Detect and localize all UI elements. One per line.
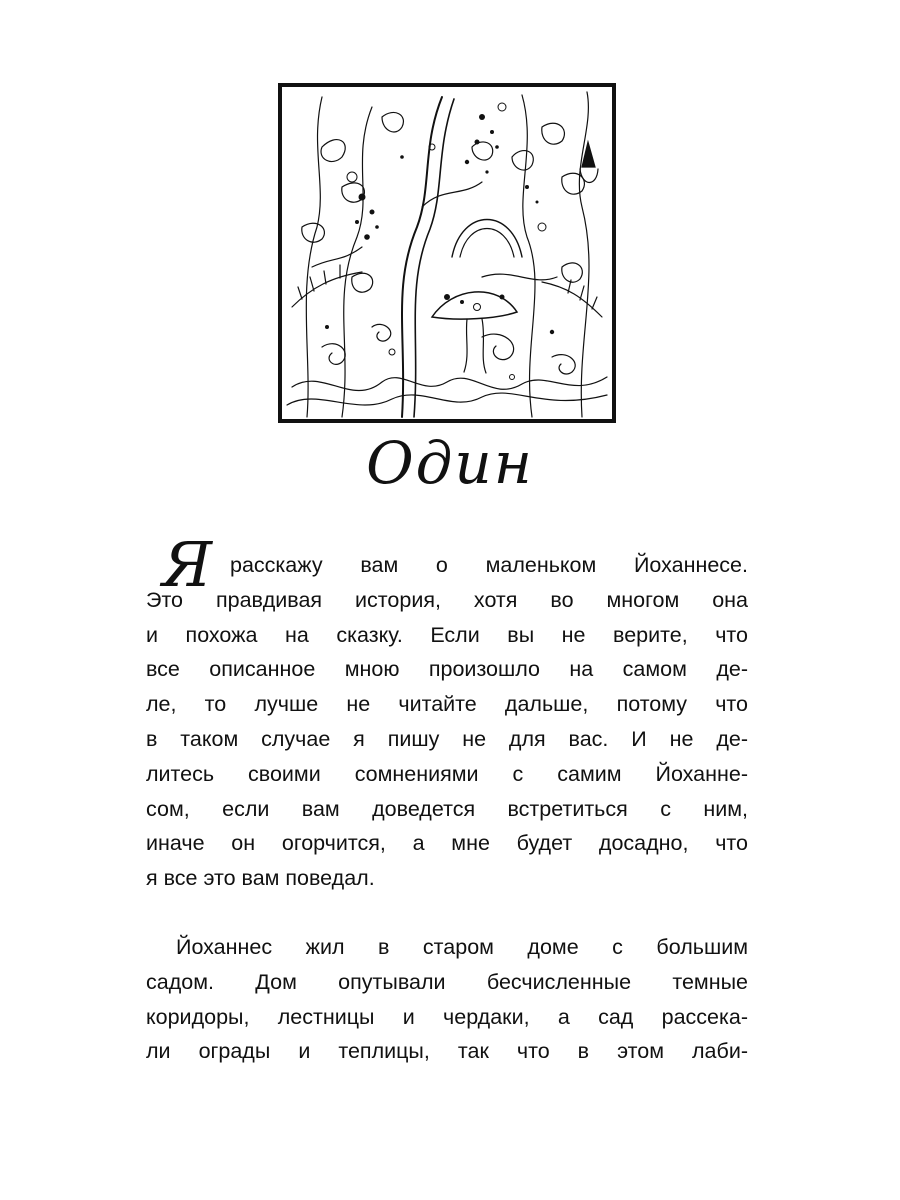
text-line: литесь своими сомнениями с самим Йоханне- — [146, 761, 748, 786]
first-line-text: расскажу вам о маленьком Йоханнесе. — [230, 553, 748, 577]
drop-cap: Я — [162, 528, 213, 601]
forest-illustration — [282, 87, 612, 419]
text-line: все описанное мною произошло на самом де- — [146, 657, 748, 682]
text-line: ле, то лучше не читайте дальше, потому что — [146, 692, 748, 717]
chapter-title: Один — [366, 429, 534, 497]
text-line: ли ограды и теплицы, так что в этом лаби- — [146, 1039, 748, 1064]
text-line: я все это вам поведал. — [146, 866, 375, 891]
text-line: коридоры, лестницы и чердаки, а сад рассека- — [146, 1004, 748, 1029]
chapter-body — [146, 528, 748, 1069]
paragraph — [146, 528, 748, 896]
text-line: Йоханнес жил в старом доме с большим — [176, 934, 748, 959]
text-line: Это правдивая история, хотя во многом она — [146, 587, 748, 612]
chapter-illustration — [278, 83, 616, 423]
text-line: иначе он огорчится, а мне будет досадно, что — [146, 831, 748, 856]
text-line: и похожа на сказку. Если вы не верите, что — [146, 622, 748, 647]
paragraph — [146, 930, 748, 1069]
text-line: садом. Дом опутывали бесчисленные темные — [146, 969, 748, 994]
text-line: в таком случае я пишу не для вас. И не де- — [146, 726, 748, 751]
text-line: сом, если вам доведется встретиться с ним, — [146, 796, 748, 821]
paragraph-gap — [146, 896, 748, 930]
